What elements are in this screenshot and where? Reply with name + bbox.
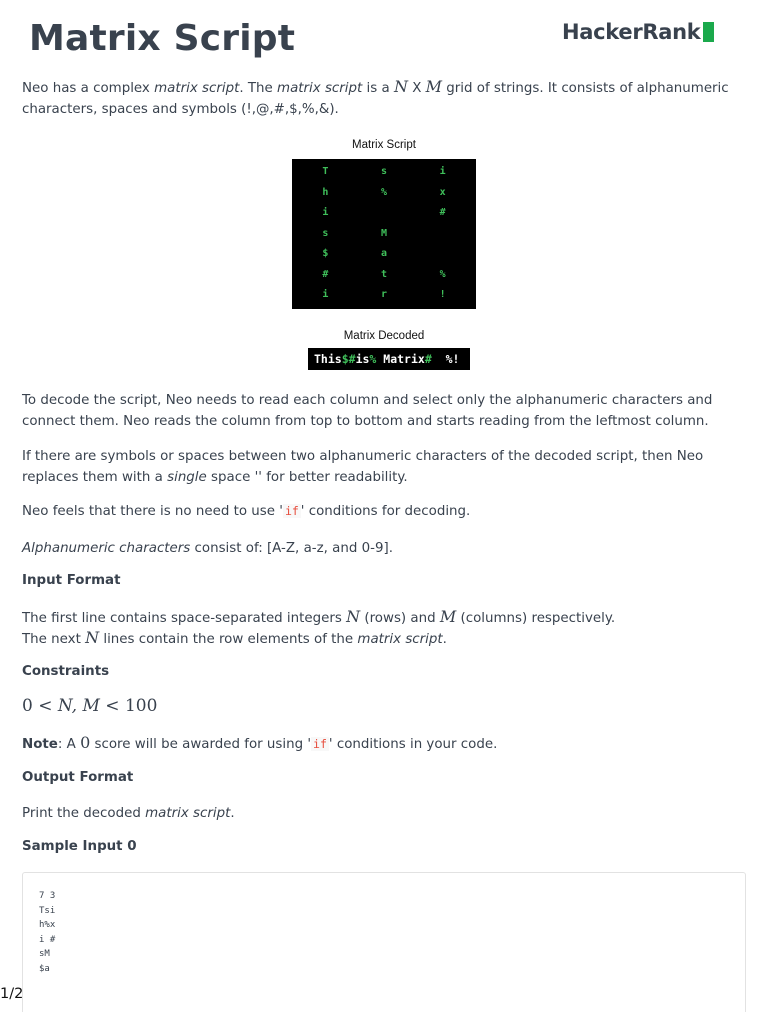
decoded-segment: This: [314, 352, 342, 366]
input-format-text: (columns) respectively.: [456, 611, 616, 626]
input-format-text: The next: [22, 632, 86, 647]
intro-text: grid of strings. It consists of alphanumeric characters, spaces and symbols (!,@,#,$,%,&).: [22, 81, 729, 117]
note-code: if: [313, 737, 327, 751]
logo-mark-icon: [703, 22, 714, 42]
page-title: Matrix Script: [29, 18, 296, 59]
decoded-segment: Matrix: [383, 352, 425, 366]
alnum-emphasis: Alphanumeric characters: [22, 541, 191, 556]
math-n: N: [85, 628, 100, 647]
input-format-heading: Input Format: [22, 573, 121, 588]
sample-input-code-block[interactable]: [22, 872, 746, 1012]
matrix-cell: [355, 203, 414, 224]
page-number: 1/2: [0, 986, 24, 1002]
if-text: Neo feels that there is no need to use ': [22, 504, 283, 519]
matrix-cell: x: [439, 186, 446, 198]
intro-emphasis: matrix script: [277, 81, 363, 96]
if-code: if: [284, 504, 299, 518]
note-text: ' conditions in your code.: [328, 737, 498, 752]
output-format-text: .: [230, 806, 235, 821]
logo-text: HackerRank: [562, 20, 701, 44]
matrix-cell: %: [380, 186, 387, 198]
formula-part: 0 <: [22, 696, 58, 716]
matrix-script-figure: [292, 159, 476, 309]
decoded-segment: $#: [341, 352, 356, 366]
matrix-cell: #: [322, 268, 329, 280]
symbols-text: If there are symbols or spaces between two alphanumeric characters of the decoded script, then Neo replaces them with a: [22, 449, 704, 485]
code-line: h%x: [39, 920, 56, 930]
matrix-cell: i: [322, 289, 329, 301]
alnum-text: consist of: [A-Z, a-z, and 0-9].: [190, 541, 393, 556]
code-line: Tsi: [39, 905, 56, 916]
math-m: M: [439, 607, 457, 626]
matrix-cell: i: [322, 207, 329, 219]
math-n: N: [393, 77, 408, 96]
matrix-decoded-figure: [308, 348, 470, 370]
decoded-segment: #: [424, 352, 446, 366]
intro-text: is a: [362, 81, 394, 96]
input-format-line-1: [22, 606, 746, 629]
matrix-cell: !: [439, 289, 446, 301]
note-paragraph: [22, 732, 746, 755]
code-line: 7 3: [39, 891, 56, 901]
intro-text: Neo has a complex: [22, 81, 155, 96]
matrix-cell: %: [439, 268, 446, 280]
constraints-formula: [22, 696, 746, 717]
matrix-cell: M: [380, 227, 387, 239]
intro-emphasis: matrix script: [154, 81, 240, 96]
hackerrank-logo: [562, 20, 714, 44]
matrix-cell: [413, 224, 472, 245]
decoded-segment: %!: [445, 352, 460, 366]
input-format-text: The first line contains space-separated integers: [22, 611, 347, 626]
decoded-segment: %: [369, 352, 384, 366]
matrix-cell: i: [439, 166, 446, 177]
note-label: Note: [22, 737, 58, 752]
output-format-paragraph: [22, 803, 746, 824]
output-format-text: Print the decoded: [22, 806, 146, 821]
code-line: i #: [39, 934, 56, 945]
if-paragraph: [22, 501, 746, 522]
matrix-cell: T: [322, 166, 329, 177]
decoded-segment: is: [355, 352, 370, 366]
code-line: sM: [39, 949, 50, 959]
input-format-emphasis: matrix script: [357, 632, 443, 647]
matrix-cell: r: [380, 289, 387, 301]
matrix-cell: t: [380, 268, 387, 280]
output-format-heading: Output Format: [22, 770, 134, 785]
matrix-cell: s: [322, 227, 329, 239]
matrix-cell: h: [322, 186, 329, 198]
matrix-decoded-caption: Matrix Decoded: [343, 330, 425, 342]
note-text: : A: [57, 737, 81, 752]
matrix-cell: a: [380, 248, 387, 260]
intro-times: X: [407, 81, 426, 96]
input-format-text: lines contain the row elements of the: [99, 632, 358, 647]
symbols-text: space '' for better readability.: [206, 470, 408, 485]
intro-text: . The: [239, 81, 278, 96]
math-n: N: [346, 607, 361, 626]
formula-part: < 100: [99, 696, 158, 716]
input-format-text: .: [442, 632, 447, 647]
input-format-text: (rows) and: [360, 611, 440, 626]
output-format-emphasis: matrix script: [145, 806, 231, 821]
matrix-cell: s: [380, 166, 387, 177]
symbols-emphasis: single: [167, 470, 207, 485]
math-m: M: [425, 77, 443, 96]
symbols-paragraph: [22, 446, 746, 488]
code-line: $a: [39, 963, 50, 974]
matrix-cell: #: [439, 207, 446, 219]
formula-part: N, M: [57, 696, 100, 716]
decode-paragraph: To decode the script, Neo needs to read each column and select only the alphanumeric characters and connect them. Neo reads the column from top to bottom and starts reading from the leftmost column.: [22, 393, 713, 429]
intro-paragraph: [22, 76, 746, 120]
if-text: ' conditions for decoding.: [300, 504, 471, 519]
matrix-cell: [413, 244, 472, 265]
note-text: score will be awarded for using ': [90, 737, 312, 752]
matrix-script-caption: Matrix Script: [352, 139, 416, 151]
input-format-line-2: [22, 627, 746, 650]
note-zero: 0: [80, 733, 91, 752]
constraints-heading: Constraints: [22, 664, 110, 679]
sample-input-heading: Sample Input 0: [22, 839, 137, 854]
matrix-cell: $: [322, 248, 329, 260]
alnum-paragraph: [22, 538, 746, 559]
